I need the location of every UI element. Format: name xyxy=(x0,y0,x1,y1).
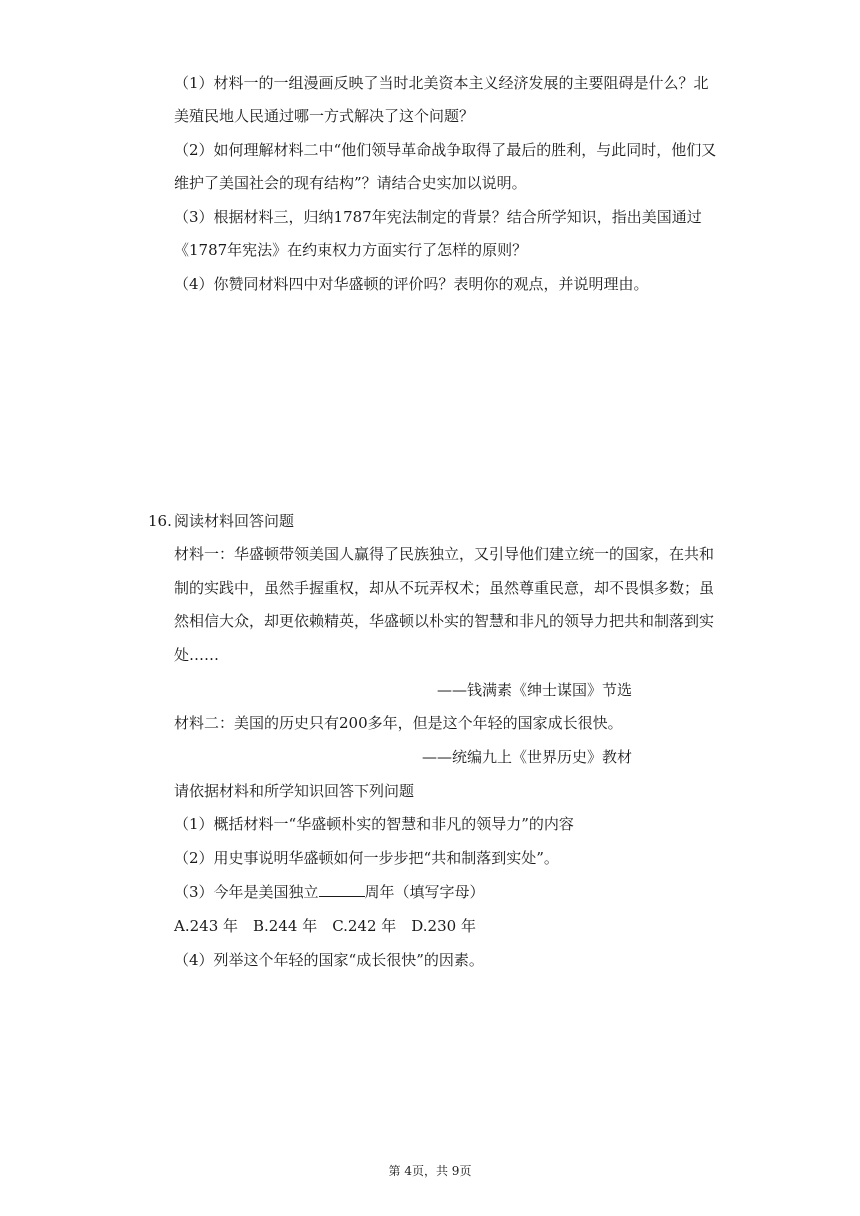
sub-question-1: （1）概括材料一“华盛顿朴实的智慧和非凡的领导力”的内容 xyxy=(174,815,574,833)
sub-question-3 xyxy=(174,882,485,902)
question-number: 16. xyxy=(148,512,172,530)
answer-options: A.243 年 B.244 年 C.242 年 D.230 年 xyxy=(174,917,476,935)
prev-q2-line1: （2）如何理解材料二中“他们领导革命战争取得了最后的胜利，与此同时，他们又 xyxy=(174,141,717,159)
sub-question-3-suffix: 周年（填写字母） xyxy=(364,883,485,901)
prev-q3-line1: （3）根据材料三，归纳1787年宪法制定的背景？结合所学知识，指出美国通过 xyxy=(174,208,702,226)
prev-q1-line1: （1）材料一的一组漫画反映了当时北美资本主义经济发展的主要阻碍是什么？北 xyxy=(174,74,709,92)
material2-text: 材料二：美国的历史只有200多年，但是这个年轻的国家成长很快。 xyxy=(174,714,623,732)
material1-line3: 然相信大众，却更依赖精英，华盛顿以朴实的智慧和非凡的领导力把共和制落到实 xyxy=(174,612,715,630)
prev-q3-line2: 《1787年宪法》在约束权力方面实行了怎样的原则？ xyxy=(174,241,528,259)
answer-blank[interactable] xyxy=(319,882,365,897)
material2-source: ——统编九上《世界历史》教材 xyxy=(421,748,632,766)
sub-question-3-prefix: （3）今年是美国独立 xyxy=(174,883,319,901)
instruction: 请依据材料和所学知识回答下列问题 xyxy=(174,782,415,800)
material1-line1: 材料一：华盛顿带领美国人赢得了民族独立，又引导他们建立统一的国家，在共和 xyxy=(174,545,715,563)
material1-line2: 制的实践中，虽然手握重权，却从不玩弄权术；虽然尊重民意，却不畏惧多数；虽 xyxy=(174,579,715,597)
page-footer: 第 4页，共 9页 xyxy=(388,1164,472,1178)
sub-question-2: （2）用史事说明华盛顿如何一步步把“共和制落到实处”。 xyxy=(174,849,559,867)
prev-q4-line: （4）你赞同材料四中对华盛顿的评价吗？表明你的观点，并说明理由。 xyxy=(174,275,649,293)
prev-q2-line2: 维护了美国社会的现有结构”？请结合史实加以说明。 xyxy=(174,174,527,192)
material1-line4: 处…… xyxy=(174,646,220,664)
question-title: 阅读材料回答问题 xyxy=(174,512,295,530)
material1-source: ——钱满素《绅士谋国》节选 xyxy=(436,681,632,699)
sub-question-4: （4）列举这个年轻的国家“成长很快”的因素。 xyxy=(174,951,484,969)
prev-q1-line2: 美殖民地人民通过哪一方式解决了这个问题？ xyxy=(174,107,475,125)
